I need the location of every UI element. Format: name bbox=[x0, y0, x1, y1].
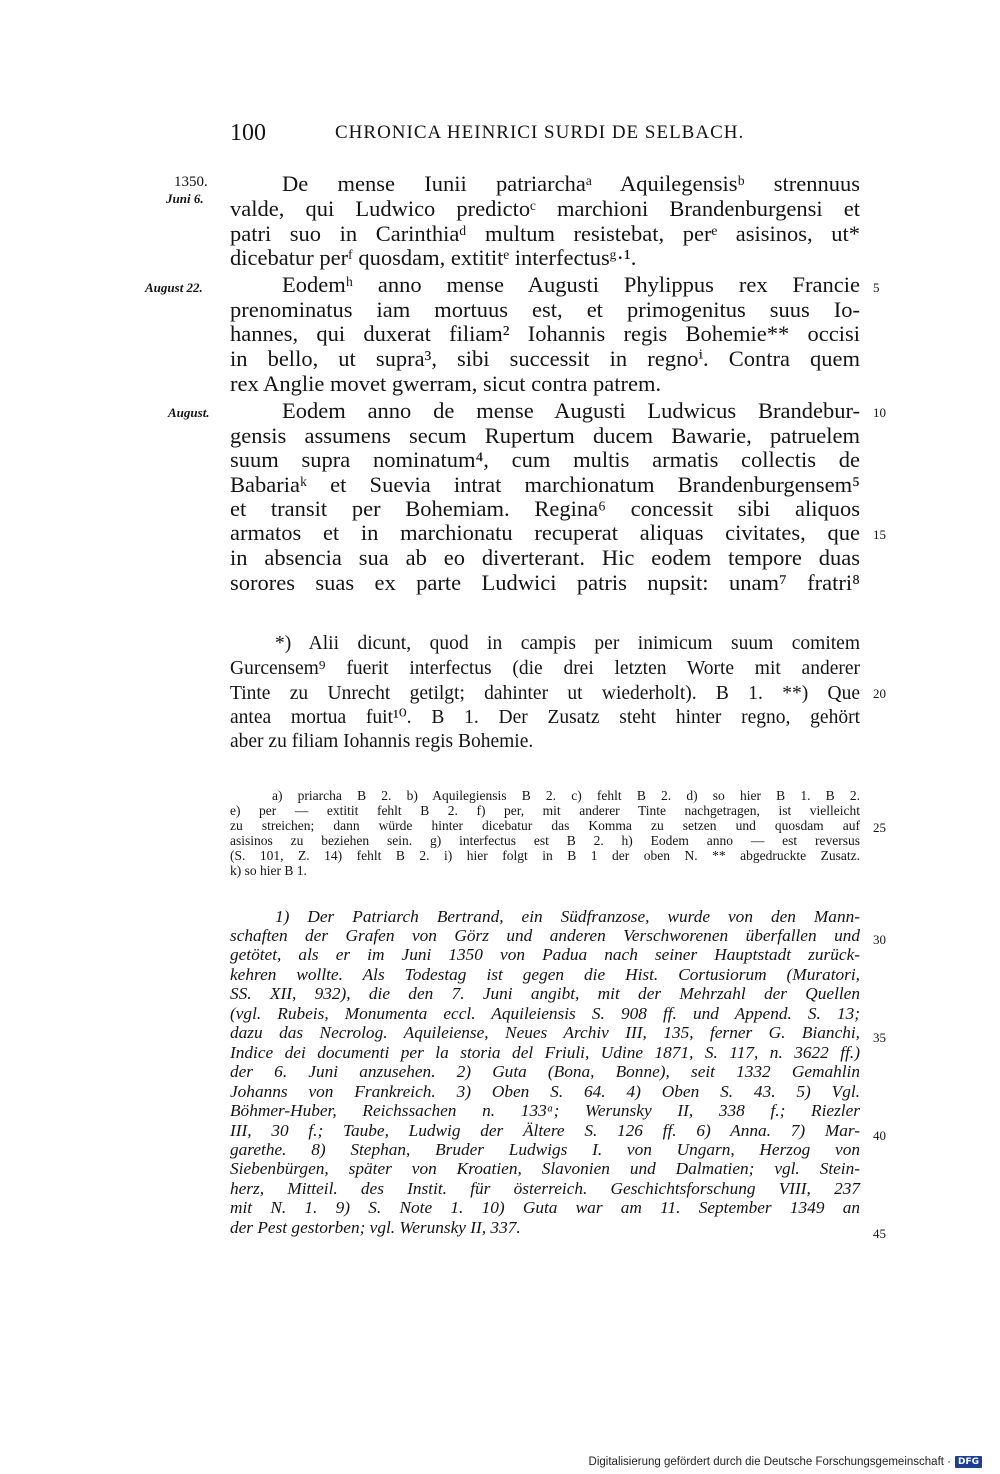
footnote-line: SS. XII, 932), die den 7. Juni angibt, mit der Mehrzahl der Quellen bbox=[230, 984, 860, 1003]
footnote-line: schaften der Grafen von Görz und anderen Verschworenen überfallen und bbox=[230, 926, 860, 945]
main-text-line: sorores suas ex parte Ludwici patris nupsit: unam⁷ fratri⁸ bbox=[230, 570, 860, 595]
main-text-line: Eodemʰ anno mense Augusti Phylippus rex Francie bbox=[282, 272, 860, 297]
credit-text: Digitalisierung gefördert durch die Deutsche Forschungsgemeinschaft · bbox=[588, 1456, 951, 1468]
running-head bbox=[230, 120, 870, 154]
footnote-line: Siebenbürgen, später von Kroatien, Slavonien und Dalmatien; vgl. Stein- bbox=[230, 1159, 860, 1178]
apparatus-line: a) priarcha B 2. b) Aquilegiensis B 2. c) fehlt B 2. d) so hier B 1. B 2. bbox=[272, 788, 860, 803]
main-text-line: prenominatus iam mortuus est, et primogenitus suus Io- bbox=[230, 297, 860, 322]
main-text-line: valde, qui Ludwico predictoᶜ marchioni Brandenburgensi et bbox=[230, 196, 860, 221]
page-number: 100 bbox=[230, 120, 266, 146]
footnote-line: mit N. 1. 9) S. Note 1. 10) Guta war am 11. September 1349 an bbox=[230, 1198, 860, 1217]
footnote-line: kehren wollte. Als Todestag ist gegen die Hist. Cortusiorum (Muratori, bbox=[230, 965, 860, 984]
main-text-line: armatos et in marchionatu recuperat aliquas civitates, que bbox=[230, 520, 860, 545]
main-text-line: De mense Iunii patriarchaᵃ Aquilegensisᵇ strennuus bbox=[282, 171, 860, 196]
line-number: 40 bbox=[873, 1128, 886, 1143]
asterisk-note-line: aber zu filiam Iohannis regis Bohemie. bbox=[230, 731, 534, 752]
main-text-line: in absencia sua ab eo diverterant. Hic eodem tempore duas bbox=[230, 545, 860, 570]
apparatus-line: (S. 101, Z. 14) fehlt B 2. i) hier folgt in B 1 der oben N. ** abgedruckte Zusatz. bbox=[230, 848, 860, 863]
footnote-line: Böhmer-Huber, Reichssachen n. 133ᵃ; Werunsky II, 338 f.; Riezler bbox=[230, 1101, 860, 1120]
asterisk-note-line: *) Alii dicunt, quod in campis per inimicum suum comitem bbox=[275, 633, 860, 654]
footnote-line: dazu das Necrolog. Aquileiense, Neues Archiv III, 135, ferner G. Bianchi, bbox=[230, 1023, 860, 1042]
apparatus-line: asisinos zu beziehen sein. g) interfectus est B 2. h) Eodem anno — est reversus bbox=[230, 833, 860, 848]
footnote-line: III, 30 f.; Taube, Ludwig der Ältere S. 126 ff. 6) Anna. 7) Mar- bbox=[230, 1121, 860, 1140]
asterisk-note-line: Tinte zu Unrecht getilgt; dahinter ut wiederholt). B 1. **) Que bbox=[230, 683, 860, 704]
margin-year: 1350. bbox=[174, 174, 208, 190]
running-title: CHRONICA HEINRICI SURDI DE SELBACH. bbox=[335, 122, 745, 143]
footnote-line: der Pest gestorben; vgl. Werunsky II, 337. bbox=[230, 1218, 521, 1237]
main-text-line: in bello, ut supra³, sibi successit in regnoⁱ. Contra quem bbox=[230, 346, 860, 371]
margin-date-juni6: Juni 6. bbox=[166, 191, 204, 206]
main-text-line: rex Anglie movet gwerram, sicut contra patrem. bbox=[230, 371, 662, 396]
asterisk-note-line: antea mortua fuit¹⁰. B 1. Der Zusatz steht hinter regno, gehört bbox=[230, 707, 860, 728]
dfg-logo: DFG bbox=[955, 1456, 982, 1468]
footnote-line: Indice dei documenti per la storia del Friuli, Udine 1871, S. 117, n. 3622 ff.) bbox=[230, 1043, 860, 1062]
line-number: 25 bbox=[873, 820, 886, 835]
main-text-line: Babariaᵏ et Suevia intrat marchionatum Brandenburgensem⁵ bbox=[230, 472, 860, 497]
apparatus-line: e) per — extitit fehlt B 2. f) per, mit anderer Tinte nachgetragen, ist vielleicht bbox=[230, 803, 860, 818]
digitization-credit bbox=[589, 1456, 982, 1468]
footnote-line: garethe. 8) Stephan, Bruder Ludwigs I. von Ungarn, Herzog von bbox=[230, 1140, 860, 1159]
footnote-line: herz, Mitteil. des Instit. für österreich. Geschichtsforschung VIII, 237 bbox=[230, 1179, 860, 1198]
main-text-line: et transit per Bohemiam. Regina⁶ concessit sibi aliquos bbox=[230, 496, 860, 521]
footnote-line: Johanns von Frankreich. 3) Oben S. 64. 4) Oben S. 43. 5) Vgl. bbox=[230, 1082, 860, 1101]
footnote-line: der 6. Juni anzusehen. 2) Guta (Bona, Bonne), seit 1332 Gemahlin bbox=[230, 1062, 860, 1081]
line-number: 10 bbox=[873, 405, 886, 420]
asterisk-note-line: Gurcensem⁹ fuerit interfectus (die drei letzten Worte mit anderer bbox=[230, 658, 860, 679]
apparatus-line: zu streichen; dann würde hinter dicebatur das Komma zu setzen und quosdam auf bbox=[230, 818, 860, 833]
main-text-line: gensis assumens secum Rupertum ducem Bawarie, patruelem bbox=[230, 423, 860, 448]
line-number: 35 bbox=[873, 1030, 886, 1045]
main-text-line: patri suo in Carinthiaᵈ multum resistebat, perᵉ asisinos, ut* bbox=[230, 221, 860, 246]
main-text-line: hannes, qui duxerat filiam² Iohannis regis Bohemie** occisi bbox=[230, 321, 860, 346]
apparatus-line: k) so hier B 1. bbox=[230, 863, 307, 878]
main-text-line: dicebatur perᶠ quosdam, extititᵉ interfectusᵍ·¹. bbox=[230, 245, 637, 270]
footnote-line: getötet, als er im Juni 1350 von Padua nach seiner Hauptstadt zurück- bbox=[230, 945, 860, 964]
line-number: 30 bbox=[873, 932, 886, 947]
footnote-line: 1) Der Patriarch Bertrand, ein Südfranzose, wurde von den Mann- bbox=[275, 907, 860, 926]
line-number: 20 bbox=[873, 686, 886, 701]
margin-date-august22: August 22. bbox=[145, 280, 203, 295]
main-text-line: Eodem anno de mense Augusti Ludwicus Brandebur- bbox=[282, 398, 860, 423]
line-number: 15 bbox=[873, 527, 886, 542]
line-number: 45 bbox=[873, 1226, 886, 1241]
line-number: 5 bbox=[873, 280, 880, 295]
footnote-line: (vgl. Rubeis, Monumenta eccl. Aquileiensis S. 908 ff. und Append. S. 13; bbox=[230, 1004, 860, 1023]
main-text-line: suum supra nominatum⁴, cum multis armatis collectis de bbox=[230, 447, 860, 472]
margin-date-august: August. bbox=[168, 405, 210, 420]
